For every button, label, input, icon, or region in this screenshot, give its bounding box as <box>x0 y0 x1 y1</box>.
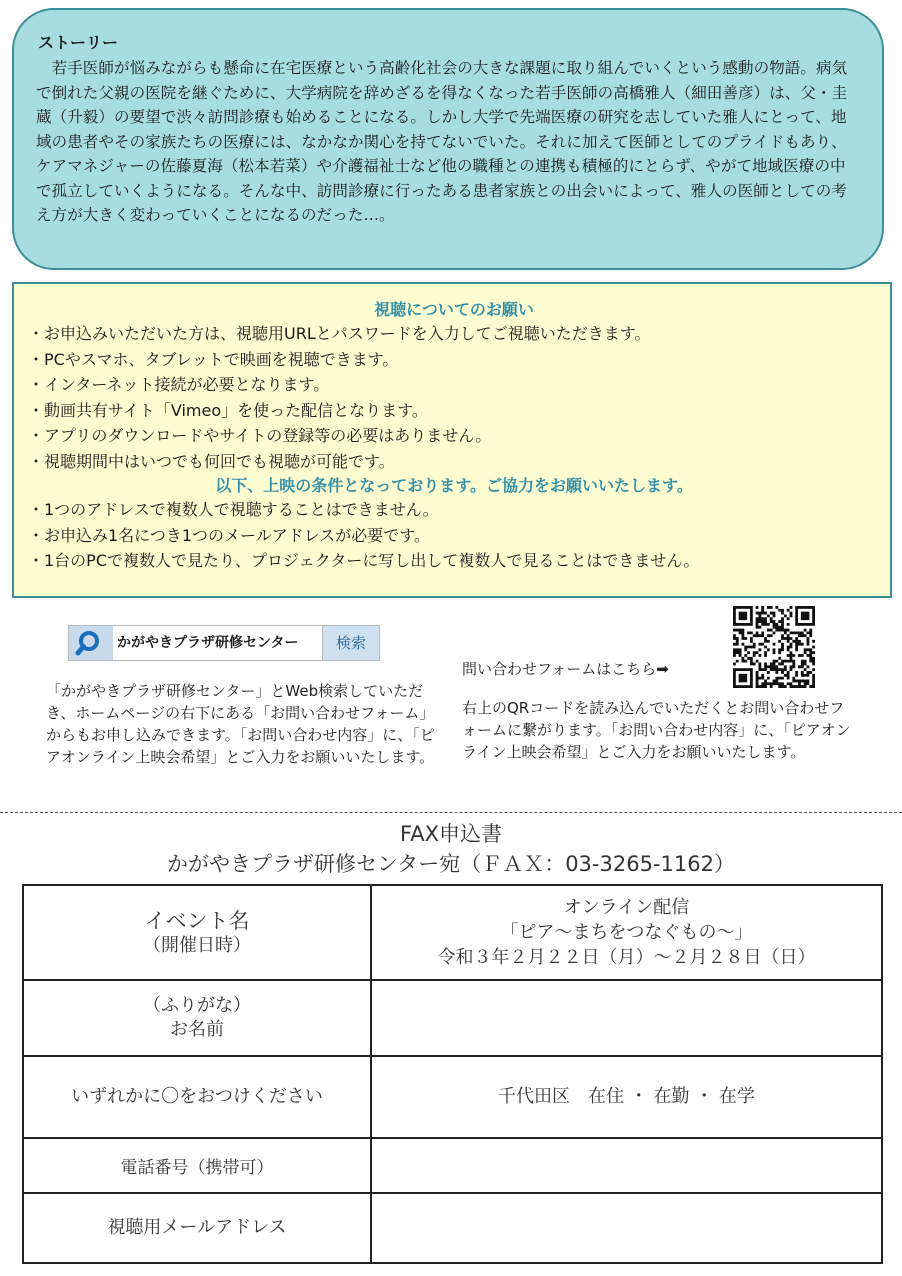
table-row <box>23 1138 882 1193</box>
table-row <box>23 1056 882 1138</box>
event-value-cell <box>371 885 882 980</box>
notice-list <box>28 321 880 474</box>
web-search-instructions: 「かがやきプラザ研修センター」とWeb検索していただき、ホームページの右下にある「お問い合わせフォーム」からもお申し込みできます。「お問い合わせ内容」に、「ピアオンライン上映会希望」とご入力をお願いいたします。 <box>46 682 435 766</box>
name-label-cell <box>23 980 371 1056</box>
event-value-line: オンライン配信 <box>563 897 690 918</box>
story-title: ストーリー <box>38 33 119 52</box>
email-field[interactable] <box>371 1193 882 1263</box>
event-value-line: 「ピア～まちをつなぐもの～」 <box>500 922 753 943</box>
condition-item: ・1台のPCで複数人で見たり、プロジェクターに写し出して複数人で見ることはできません。 <box>28 551 700 570</box>
event-value-line: 令和３年２月２２日（月）～２月２８日（日） <box>437 947 816 968</box>
search-icon <box>69 626 113 660</box>
notice-item: ・インターネット接続が必要となります。 <box>28 375 330 394</box>
viewing-notice-box <box>12 282 892 598</box>
notice-item: ・視聴期間中はいつでも何回でも視聴が可能です。 <box>28 451 395 471</box>
notice-item: ・お申込みいただいた方は、視聴用URLとパスワードを入力してご視聴いただきます。 <box>28 324 651 343</box>
story-box <box>12 8 884 270</box>
furigana-label: （ふりがな） <box>143 995 251 1016</box>
conditions-list <box>28 497 880 574</box>
qr-instructions: 右上のQRコードを読み込んでいただくとお問い合わせフォームに繋がります。「お問い合わせ内容」に、「ピアオンライン上映会希望」とご入力をお願いいたします。 <box>462 699 851 761</box>
cut-line <box>0 812 902 813</box>
notice-item: ・PCやスマホ、タブレットで映画を視聴できます。 <box>28 349 399 369</box>
qr-code[interactable] <box>733 606 815 688</box>
conditions-heading: 以下、上映の条件となっております。ご協力をお願いいたします。 <box>215 476 693 495</box>
residency-label: いずれかに〇をおつけください <box>23 1056 371 1138</box>
condition-item: ・1つのアドレスで複数人で視聴することはできません。 <box>28 500 439 519</box>
fax-form-title: FAX申込書 <box>400 822 502 846</box>
name-field[interactable] <box>371 980 882 1056</box>
notice-item: ・アプリのダウンロードやサイトの登録等の必要はありません。 <box>28 426 492 445</box>
name-label: お名前 <box>170 1019 224 1040</box>
phone-field[interactable] <box>371 1138 882 1193</box>
search-input[interactable]: かがやきプラザ研修センター <box>117 635 299 651</box>
search-bar[interactable] <box>68 625 380 661</box>
residency-options[interactable]: 千代田区 在住 ・ 在勤 ・ 在学 <box>371 1056 882 1138</box>
event-label: イベント名 <box>144 908 250 933</box>
search-button[interactable]: 検索 <box>322 626 379 660</box>
notice-item: ・動画共有サイト「Vimeo」を使った配信となります。 <box>28 400 428 420</box>
table-row <box>23 885 882 980</box>
condition-item: ・お申込み1名につき1つのメールアドレスが必要です。 <box>28 525 430 545</box>
story-body: 若手医師が悩みながらも懸命に在宅医療という高齢化社会の大きな課題に取り組んでいくという感動の物語。病気で倒れた父親の医院を継ぐために、大学病院を辞めざるを得なくなった若手医師の高橋雅人（細田善彦）は、父・圭蔵（升毅）の要望で渋々訪問診療も始めることになる。しかし大学で先端医療の研究を志していた雅人にとって、地域の患者やその家族たちの医療には、なかなか関心を持てないでいた。それに加えて医師としてのプライドもあり、ケアマネジャーの佐藤夏海（松本若菜）や介護福祉士など他の職種との連携も積極的にとらず、やがて地域医療の中で孤立していくようになる。そんな中、訪問診療に行ったある患者家族との出会いによって、雅人の医師としての考え方が大きく変わっていくことになるのだった…。 <box>36 59 848 224</box>
email-label: 視聴用メールアドレス <box>23 1193 371 1263</box>
fax-form-recipient: かがやきプラザ研修センター宛（ＦＡＸ：03-3265-1162） <box>167 852 735 876</box>
event-date-label: （開催日時） <box>143 934 251 956</box>
event-label-cell <box>23 885 371 980</box>
fax-application-table <box>22 884 883 1264</box>
phone-label: 電話番号（携帯可） <box>23 1138 371 1193</box>
table-row <box>23 980 882 1056</box>
notice-heading: 視聴についてのお願い <box>374 300 534 319</box>
table-row <box>23 1193 882 1263</box>
qr-caption: 問い合わせフォームはこちら➡ <box>462 660 669 678</box>
